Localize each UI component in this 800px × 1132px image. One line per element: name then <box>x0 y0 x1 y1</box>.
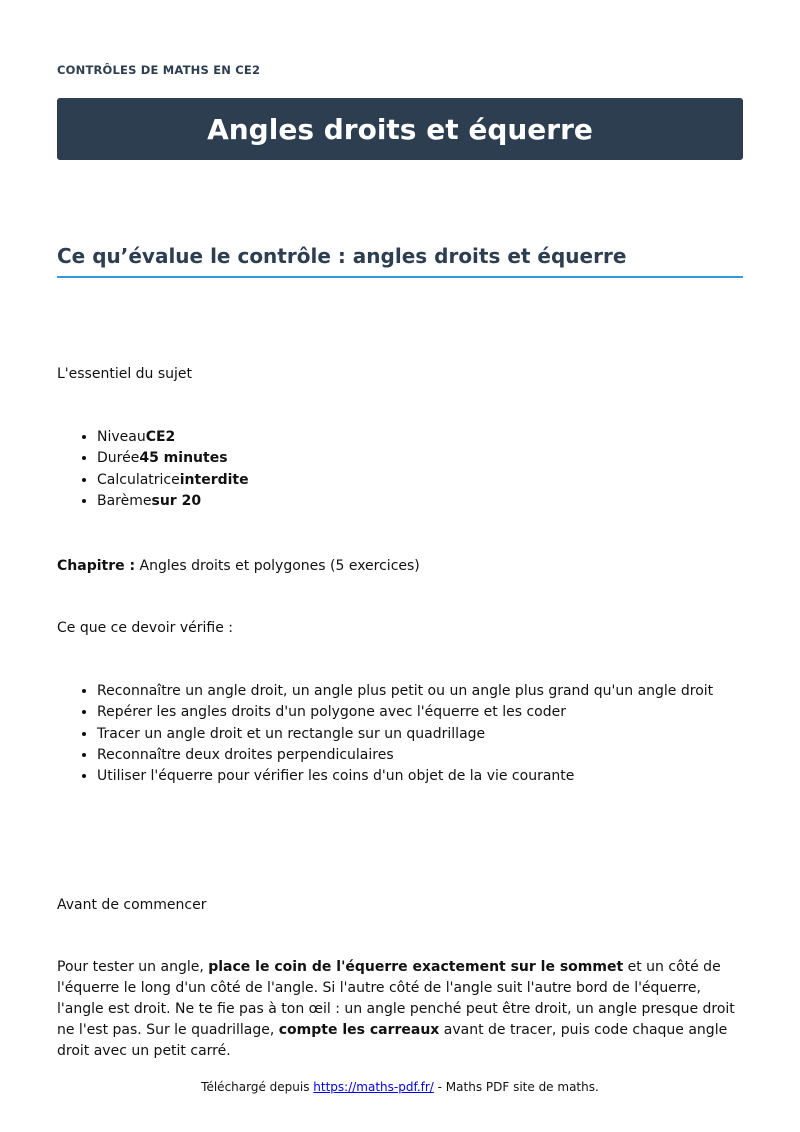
verifie-list <box>57 681 713 787</box>
item-value: CE2 <box>145 429 176 445</box>
item-value: 45 minutes <box>139 450 228 467</box>
item-label: Barème <box>97 492 152 509</box>
avant-paragraph <box>57 957 747 1062</box>
footer-link[interactable]: https://maths-pdf.fr/ <box>313 1080 434 1094</box>
emphasis-text: place le coin de l'équerre exactement sur le sommet <box>208 959 624 975</box>
list-item: • Reconnaître deux droites perpendiculaires <box>97 745 713 766</box>
item-label: Niveau <box>97 429 146 445</box>
chapitre-label: Chapitre : <box>57 558 136 574</box>
page-kicker: CONTRÔLES DE MATHS EN CE2 <box>57 63 261 77</box>
list-item: • Utiliser l'équerre pour vérifier les coins d'un objet de la vie courante <box>97 766 713 787</box>
list-item <box>97 427 249 448</box>
list-item <box>97 448 249 469</box>
text-segment: avant de tracer, puis code chaque angle droit avec un petit carré. <box>57 1022 728 1059</box>
verifie-heading: Ce que ce devoir vérifie : <box>57 620 234 636</box>
list-item <box>97 491 249 512</box>
chapitre-line <box>57 556 747 577</box>
text-segment: Pour tester un angle, <box>57 959 209 975</box>
footer-suffix: - Maths PDF site de maths. <box>433 1080 599 1094</box>
item-value: sur 20 <box>151 492 202 509</box>
list-item: • Repérer les angles droits d'un polygone avec l'équerre et les coder <box>97 702 713 723</box>
footer-prefix: Téléchargé depuis <box>201 1080 314 1094</box>
list-item: • Reconnaître un angle droit, un angle plus petit ou un angle plus grand qu'un angle droit <box>97 681 713 702</box>
list-item <box>97 470 249 491</box>
item-label: Durée <box>97 450 140 467</box>
item-label: Calculatrice <box>97 471 180 488</box>
essentiel-heading: L'essentiel du sujet <box>57 366 193 382</box>
avant-heading: Avant de commencer <box>57 897 207 913</box>
emphasis-text: compte les carreaux <box>278 1022 440 1038</box>
section-title: Ce qu’évalue le contrôle : angles droits et équerre <box>57 244 743 278</box>
page-footer <box>0 1080 800 1094</box>
essentiel-list <box>57 427 249 512</box>
title-banner <box>57 98 743 160</box>
text-segment: et un côté de l'équerre le long d'un côté de l'angle. Si l'autre côté de l'angle suit l'autre bord de l'équerre, l'angle est droit. Ne te fie pas à ton œil : un angle penché peut être droit, un angle presque droit ne l'est pas. Sur le quadrillage, <box>57 959 735 1038</box>
item-value: interdite <box>179 471 249 488</box>
page-title: Angles droits et équerre <box>207 112 593 146</box>
list-item: • Tracer un angle droit et un rectangle sur un quadrillage <box>97 724 713 745</box>
chapitre-value: Angles droits et polygones (5 exercices) <box>139 558 420 574</box>
